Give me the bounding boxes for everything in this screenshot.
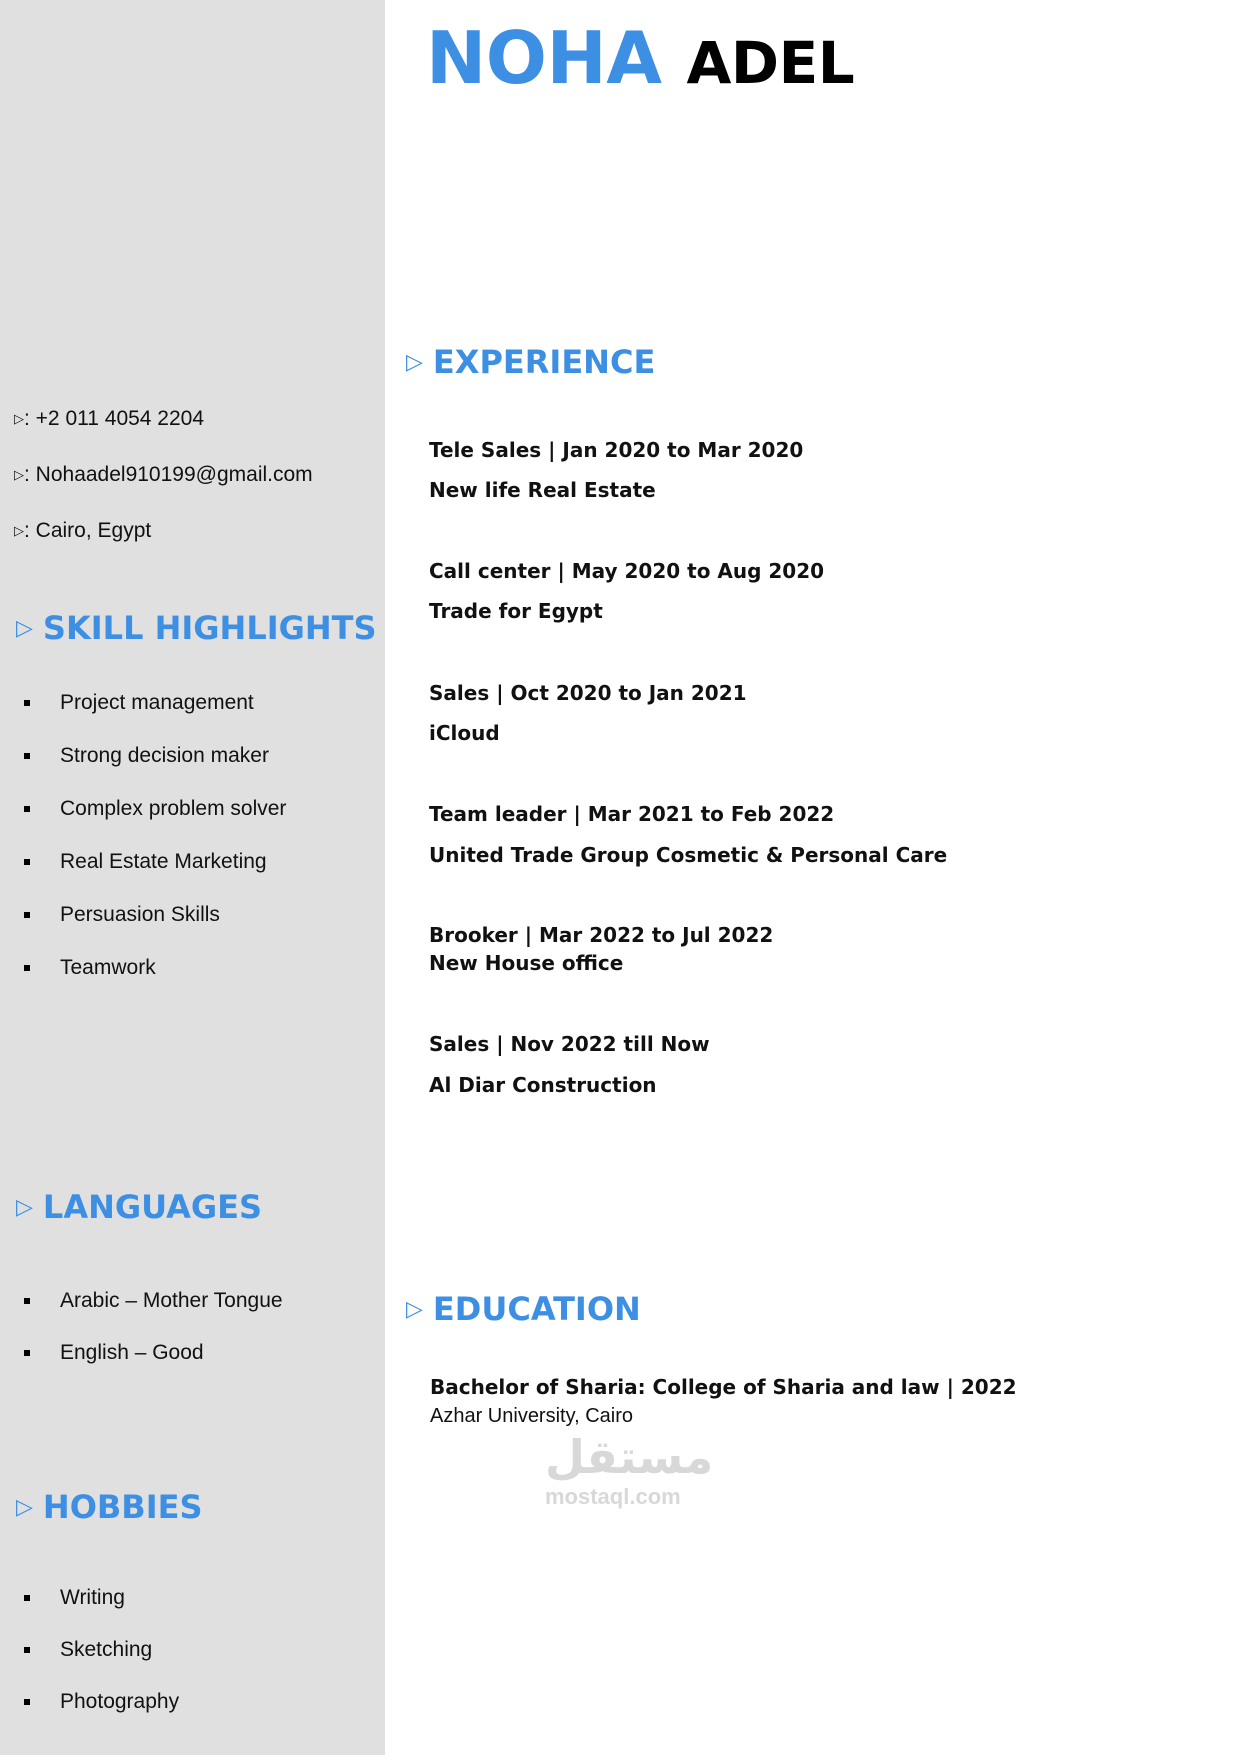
education-degree: Bachelor of Sharia: College of Sharia and law | 2022 [430,1375,1017,1399]
bullet-icon [24,965,30,971]
bullet-icon [24,1647,30,1653]
education-school: Azhar University, Cairo [430,1405,634,1427]
email-text[interactable]: : Nohaadel910199@gmail.com [24,463,313,486]
last-name: ADEL [686,29,855,97]
triangle-icon: ▷ [16,616,33,641]
first-name: NOHA [426,16,662,100]
watermark-arabic: مستقل [545,1431,714,1483]
experience-role: Tele Sales | Jan 2020 to Mar 2020 [429,438,804,462]
bullet-icon [24,859,30,865]
education-title: EDUCATION [432,1290,641,1328]
education-heading [406,1289,641,1334]
experience-heading [406,342,655,387]
watermark-logo [545,1430,714,1520]
skills-heading [16,608,377,653]
experience-company: New House office [429,951,624,975]
triangle-icon: ▷ [14,467,24,482]
skills-title: SKILL HIGHLIGHTS [42,609,377,647]
page-title [426,18,854,103]
experience-role: Call center | May 2020 to Aug 2020 [429,559,825,583]
contact-location [14,518,151,546]
triangle-icon: ▷ [14,523,24,538]
bullet-icon [24,1595,30,1601]
bullet-icon [24,1699,30,1705]
contact-email[interactable] [14,462,313,490]
hobbies-title: HOBBIES [42,1488,203,1526]
bullet-icon [24,700,30,706]
bullet-icon [24,912,30,918]
experience-role: Brooker | Mar 2022 to Jul 2022 [429,923,774,947]
contact-phone [14,406,204,434]
experience-role: Sales | Nov 2022 till Now [429,1032,710,1056]
experience-company: Al Diar Construction [429,1073,657,1097]
watermark-latin: mostaql.com [545,1484,681,1509]
bullet-icon [24,806,30,812]
triangle-icon: ▷ [14,411,24,426]
triangle-icon: ▷ [406,1297,423,1322]
experience-company: United Trade Group Cosmetic & Personal Care [429,843,948,867]
phone-text: : +2 011 4054 2204 [24,407,205,430]
experience-role: Sales | Oct 2020 to Jan 2021 [429,681,747,705]
bullet-icon [24,1298,30,1304]
experience-title: EXPERIENCE [432,343,656,381]
triangle-icon: ▷ [406,350,423,375]
experience-company: New life Real Estate [429,478,656,502]
location-text: : Cairo, Egypt [24,519,152,542]
triangle-icon: ▷ [16,1195,33,1220]
bullet-icon [24,1350,30,1356]
experience-role: Team leader | Mar 2021 to Feb 2022 [429,802,835,826]
experience-company: iCloud [429,721,500,745]
bullet-icon [24,753,30,759]
experience-company: Trade for Egypt [429,599,603,623]
languages-heading [16,1187,262,1232]
triangle-icon: ▷ [16,1495,33,1520]
hobbies-heading [16,1487,203,1532]
languages-title: LANGUAGES [42,1188,263,1226]
